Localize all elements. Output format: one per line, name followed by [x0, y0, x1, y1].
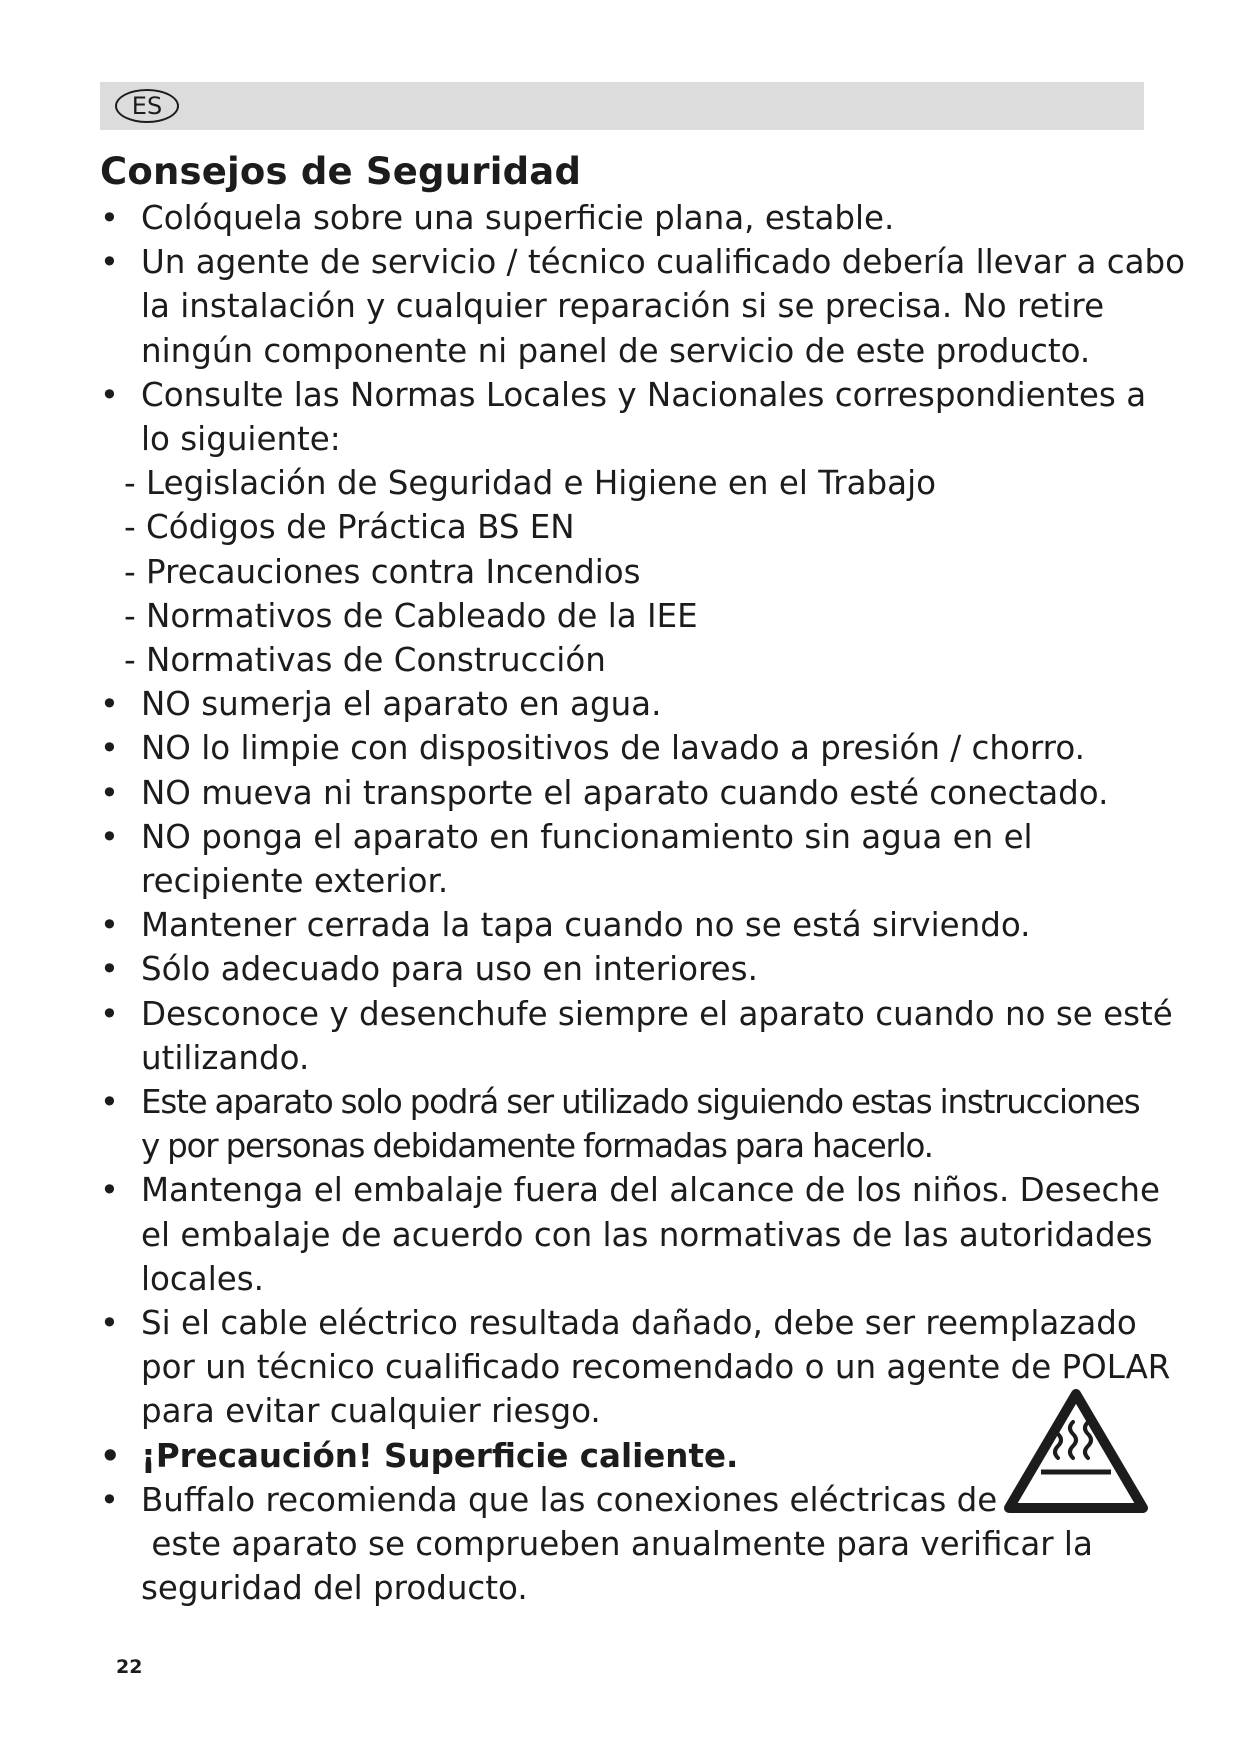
- sub-list-item: - Códigos de Práctica BS EN: [124, 508, 575, 547]
- list-item: • Un agente de servicio / técnico cualificado debería llevar a cabo la instalación y cualquier reparación si se precisa. No retire ningún componente ni panel de servicio de este producto.: [100, 240, 1180, 373]
- list-item: • Desconoce y desenchufe siempre el aparato cuando no se esté utilizando.: [100, 992, 1180, 1080]
- list-item: • NO ponga el aparato en funcionamiento sin agua en el recipiente exterior.: [100, 815, 1180, 903]
- caution-item: • ¡Precaución! Superficie caliente.: [100, 1434, 1180, 1478]
- list-item: • NO mueva ni transporte el aparato cuando esté conectado.: [100, 771, 1180, 815]
- list-item: • Este aparato solo podrá ser utilizado siguiendo estas instrucciones y por personas debidamente formadas para hacerlo.: [100, 1080, 1180, 1168]
- language-bar: [100, 82, 1144, 130]
- list-item: • Si el cable eléctrico resultada dañado, debe ser reemplazado por un técnico cualificado recomendado o un agente de POLAR para evitar cualquier riesgo.: [100, 1301, 1180, 1434]
- list-item: • NO lo limpie con dispositivos de lavado a presión / chorro.: [100, 726, 1180, 770]
- list-item: • Colóquela sobre una superficie plana, estable.: [100, 196, 1180, 240]
- sub-list-item: - Precauciones contra Incendios: [124, 552, 641, 591]
- list-item: • Sólo adecuado para uso en interiores.: [100, 947, 1180, 991]
- list-item: • NO sumerja el aparato en agua.: [100, 682, 1180, 726]
- list-item: • Mantenga el embalaje fuera del alcance de los niños. Deseche el embalaje de acuerdo con las normativas de las autoridades locales.: [100, 1168, 1180, 1301]
- list-item: • Consulte las Normas Locales y Nacionales correspondientes a lo siguiente:: [100, 373, 1180, 461]
- sub-list-item: - Legislación de Seguridad e Higiene en el Trabajo: [124, 464, 937, 503]
- sub-list-item: - Normativas de Construcción: [124, 641, 606, 680]
- list-item: • Mantener cerrada la tapa cuando no se está sirviendo.: [100, 903, 1180, 947]
- sub-list-item: - Normativos de Cableado de la IEE: [124, 596, 698, 635]
- hot-surface-warning-icon: [1003, 1388, 1149, 1516]
- page-title: Consejos de Seguridad: [100, 150, 582, 193]
- page-number: 22: [116, 1656, 143, 1678]
- list-item: • Buffalo recomienda que las conexiones eléctricas de este aparato se comprueben anualmente para verificar la seguridad del producto.: [100, 1478, 1180, 1611]
- language-badge: ES: [115, 89, 179, 123]
